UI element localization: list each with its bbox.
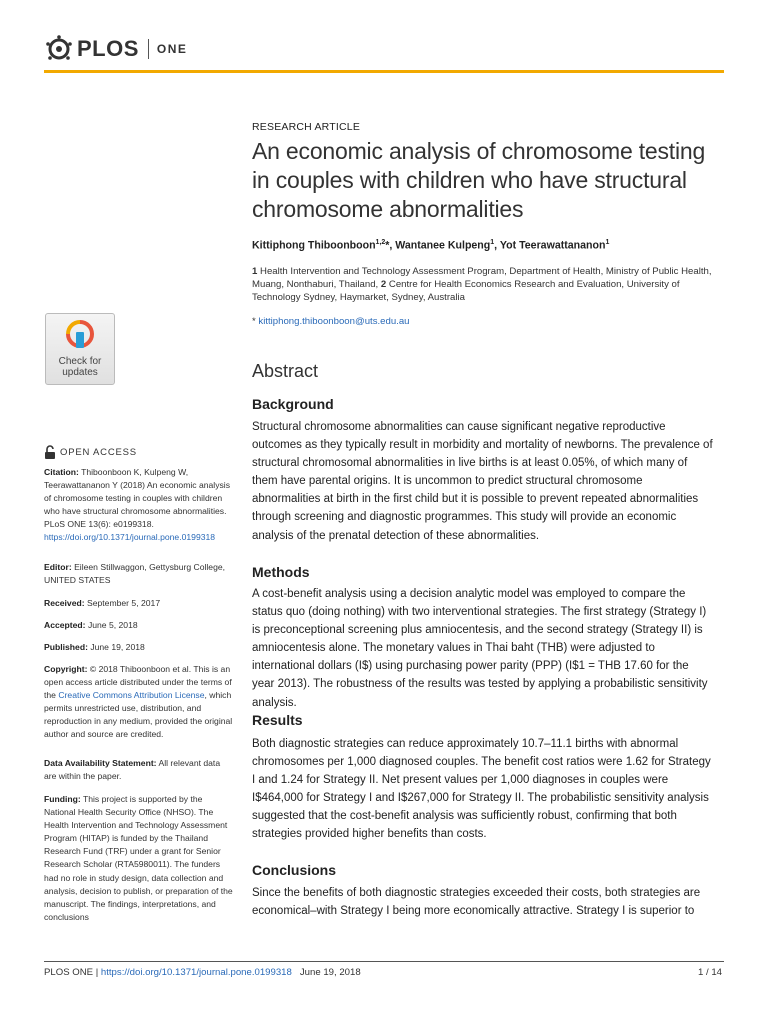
author-name[interactable]: Yot Teerawattananon [499, 239, 606, 252]
copyright-label: Copyright: [44, 664, 88, 674]
footer-journal: PLOS ONE | [44, 967, 99, 978]
plos-logo [44, 34, 187, 64]
author-list: Kittiphong Thiboonboon$^{1,2}$*, Wantanee Kulpeng$^1$, Yot Teerawattananon$^1$ [252, 239, 610, 252]
email-link[interactable]: kittiphong.thiboonboon@uts.edu.au [258, 316, 410, 327]
published-label: Published: [44, 642, 88, 652]
section-text-background: Structural chromosome abnormalities can cause significant negative reproductive outcomes as they typically result in morbidity and mortality of newborns. The prevalence of structural chromosomal abnormalities in live births is at least 0.05%, of which many of them have parental origins. It is uncommon to predict structural chromosome abnormalities at birth in the first child but it is possible to prevent repeated abnormalities through screening and diagnostic programmes. This study will provide an economic analysis of the prenatal detection of these abnormalities. [252, 421, 713, 542]
affil-text: Centre for Health Economics Research and Evaluation, University of Technology Sydney, Haymarket, Sydney, Australia [252, 279, 680, 303]
article-type: RESEARCH ARTICLE [252, 121, 361, 133]
section-heading-background: Background [252, 396, 334, 412]
editor-block [44, 561, 234, 587]
received-label: Received: [44, 598, 85, 608]
footer-date: June 19, 2018 [299, 967, 361, 978]
citation-text: Thiboonboon K, Kulpeng W, Teerawattananon Y (2018) An economic analysis of chromosome testing in couples with children who have structural chromosome abnormalities. PLoS ONE 13(6): e0199318. [44, 467, 230, 530]
accepted-block [44, 619, 234, 632]
copyright-text-end: , which permits unrestricted use, distribution, and reproduction in any medium, provided the original author and source are credited. [44, 690, 233, 740]
citation-block [44, 466, 234, 545]
section-text-conclusions: Since the benefits of both diagnostic strategies exceeded their costs, both strategies are economical–with Strategy I being more economically attractive. Strategy I is superior to [252, 887, 701, 918]
received-block [44, 597, 234, 610]
footer-doi-link[interactable]: https://doi.org/10.1371/journal.pone.0199318 [100, 967, 292, 978]
funding-label: Funding: [44, 794, 81, 804]
section-heading-methods: Methods [252, 564, 310, 580]
author-corresponding-mark: * [385, 239, 390, 252]
open-access-label: OPEN ACCESS [60, 446, 137, 458]
affil-text: Health Intervention and Technology Assessment Program, Department of Health, Ministry of Public Health, Muang, Nonthaburi, Thailand, [252, 266, 712, 290]
author-affil-sup: 1,2 [375, 239, 386, 246]
funding-block [44, 793, 234, 924]
accepted-label: Accepted: [44, 620, 86, 630]
page-footer [44, 967, 361, 978]
author-affil-sup: 1 [490, 239, 495, 246]
plos-logo-icon [44, 34, 74, 64]
citation-label: Citation: [44, 467, 79, 477]
data-availability-text: All relevant data are within the paper. [44, 758, 221, 782]
affil-number: 2 [380, 279, 387, 290]
received-date: September 5, 2017 [87, 598, 161, 608]
section-text-methods: A cost-benefit analysis using a decision analytic model was employed to compare the status quo (doing nothing) with two interventional strategies. The first strategy (Strategy I) is preconceptional screening plus amniocentesis, and the second strategy (Strategy II) is amniocentesis alone. The monetary values in Thai baht (THB) were adjusted to international dollars (I$) using purchasing power parity (PPP) (I$1 = THB 17.60 for the year 2013). The robustness of the results was tested by applying a probabilistic sensitivity analysis. [252, 588, 708, 709]
section-heading-results: Results [252, 712, 303, 728]
data-availability-block [44, 757, 234, 783]
copyright-text: © 2018 Thiboonboon et al. This is an open access article distributed under the terms of the [44, 664, 232, 701]
author-name[interactable]: Kittiphong Thiboonboon [252, 239, 376, 252]
corresponding-email [252, 316, 410, 327]
logo-one-text: ONE [156, 42, 188, 56]
published-date: June 19, 2018 [90, 642, 145, 652]
editor-label: Editor: [44, 562, 72, 572]
section-heading-conclusions: Conclusions [252, 862, 337, 878]
editor-text: Eileen Stillwaggon, Gettysburg College, UNITED STATES [44, 562, 226, 586]
email-star: * [252, 316, 259, 327]
header-rule [44, 70, 724, 73]
author-affil-sup: 1 [605, 239, 610, 246]
section-text-results: Both diagnostic strategies can reduce approximately 10.7–11.1 births with abnormal chromosomes per 1,000 diagnosed couples. The benefit cost ratios were 1.62 for Strategy I and 1.24 for Strategy II. Net present values per 1,000 diagnoses in couples were I$464,000 for Strategy I and I$267,000 for Strategy II. The probabilistic sensitivity analysis suggested that the cost-benefit analysis was sufficiently robust, confirming that both strategies provided higher benefits than costs. [252, 738, 711, 841]
page-number: 1 / 14 [697, 967, 722, 978]
funding-text: This project is supported by the National Health Security Office (NHSO). The Health Intervention and Technology Assessment Program (HITAP) is funded by the Thailand Research Fund (TRF) under a grant for Senior Research Scholar (RTA5980011). The funders had no role in study design, data collection and analysis, decision to publish, or preparation of the manuscript. The findings, interpretations, and conclusions [44, 794, 233, 922]
open-lock-icon [44, 445, 56, 459]
license-link[interactable]: Creative Commons Attribution License [58, 690, 205, 701]
author-name[interactable]: Wantanee Kulpeng [395, 239, 491, 252]
copyright-block [44, 663, 234, 742]
check-for-updates-badge[interactable] [45, 313, 115, 385]
open-access [44, 445, 137, 459]
badge-label: Check for updates [58, 356, 102, 378]
affiliations [252, 265, 712, 304]
accepted-date: June 5, 2018 [87, 620, 138, 630]
logo-plos-text: PLOS [77, 36, 139, 61]
article-title: An economic analysis of chromosome testing in couples with children who have structural chromosome abnormalities [252, 138, 706, 222]
citation-doi-link[interactable]: https://doi.org/10.1371/journal.pone.0199318 [44, 532, 216, 543]
data-availability-label: Data Availability Statement: [44, 758, 157, 768]
published-block [44, 641, 234, 654]
logo-separator [148, 39, 149, 59]
footer-rule [44, 961, 724, 962]
affil-number: 1 [252, 266, 258, 277]
check-updates-icon [66, 320, 94, 350]
abstract-heading: Abstract [252, 361, 319, 381]
